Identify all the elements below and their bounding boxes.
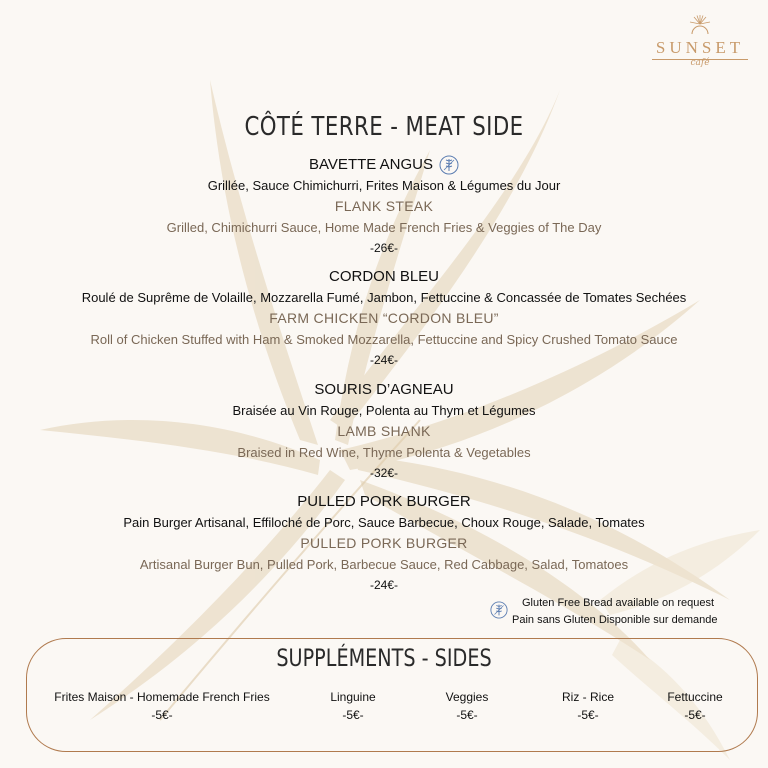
dish-french-name: SOURIS D’AGNEAU — [314, 381, 454, 398]
gluten-note-english: Gluten Free Bread available on request — [522, 597, 715, 609]
side-item-fries — [40, 688, 284, 724]
dish-french-description: Braisée au Vin Rouge, Polenta au Thym et Légumes — [232, 403, 536, 418]
dish-french-description: Roulé de Suprême de Volaille, Mozzarella Fumé, Jambon, Fettuccine & Concassée de Tomates Sechées — [81, 290, 687, 305]
sun-icon — [688, 14, 712, 36]
side-item-price: -5€- — [577, 708, 599, 722]
dish-price: -24€- — [369, 578, 398, 592]
dish-english-name: PULLED PORK BURGER — [300, 535, 468, 551]
dish-price: -26€- — [369, 241, 398, 255]
dish-bavette-angus — [0, 155, 768, 257]
wheat-icon — [490, 601, 508, 619]
dish-cordon-bleu — [0, 267, 768, 369]
side-item-rice — [542, 688, 634, 724]
section-title: CÔTÉ TERRE - MEAT SIDE — [244, 112, 524, 142]
dish-english-description: Artisanal Burger Bun, Pulled Pork, Barbecue Sauce, Red Cabbage, Salad, Tomatoes — [139, 557, 629, 572]
brand-name: SUNSET — [655, 38, 745, 57]
side-item-linguine — [308, 688, 398, 724]
side-item-fettuccine — [650, 688, 740, 724]
side-item-name: Frites Maison - Homemade French Fries — [54, 690, 270, 704]
gluten-note-french: Pain sans Gluten Disponible sur demande — [512, 614, 718, 626]
side-item-name: Veggies — [445, 690, 489, 704]
dish-french-name: PULLED PORK BURGER — [297, 493, 471, 510]
dish-french-name: BAVETTE ANGUS — [0, 155, 768, 175]
dish-english-description: Braised in Red Wine, Thyme Polenta & Vegetables — [237, 445, 531, 460]
dish-price: -24€- — [369, 353, 398, 367]
gluten-free-note — [490, 597, 750, 631]
side-item-name: Riz - Rice — [561, 690, 614, 704]
side-item-price: -5€- — [151, 708, 173, 722]
side-item-price: -5€- — [342, 708, 364, 722]
side-item-price: -5€- — [456, 708, 478, 722]
brand-logo — [648, 14, 752, 72]
brand-subtitle: café — [690, 58, 710, 68]
dish-french-description: Grillée, Sauce Chimichurri, Frites Maison & Légumes du Jour — [207, 178, 561, 193]
dish-english-name: FARM CHICKEN “CORDON BLEU” — [269, 310, 499, 326]
dish-price: -32€- — [369, 466, 398, 480]
side-item-name: Linguine — [330, 690, 376, 704]
dish-pulled-pork-burger — [0, 492, 768, 594]
side-item-price: -5€- — [684, 708, 706, 722]
sides-title: SUPPLÉMENTS - SIDES — [276, 644, 492, 672]
dish-french-name: CORDON BLEU — [328, 268, 440, 285]
dish-english-name: LAMB SHANK — [337, 423, 431, 439]
dish-english-description: Roll of Chicken Stuffed with Ham & Smoked Mozzarella, Fettuccine and Spicy Crushed Tomato Sauce — [90, 332, 678, 347]
side-item-name: Fettuccine — [667, 690, 723, 704]
dish-french-description: Pain Burger Artisanal, Effiloché de Porc, Sauce Barbecue, Choux Rouge, Salade, Tomates — [123, 515, 645, 530]
dish-souris-agneau — [0, 380, 768, 482]
side-item-veggies — [422, 688, 512, 724]
dish-english-name: FLANK STEAK — [334, 198, 434, 214]
dish-english-description: Grilled, Chimichurri Sauce, Home Made French Fries & Veggies of The Day — [166, 220, 602, 235]
wheat-icon — [439, 155, 459, 175]
